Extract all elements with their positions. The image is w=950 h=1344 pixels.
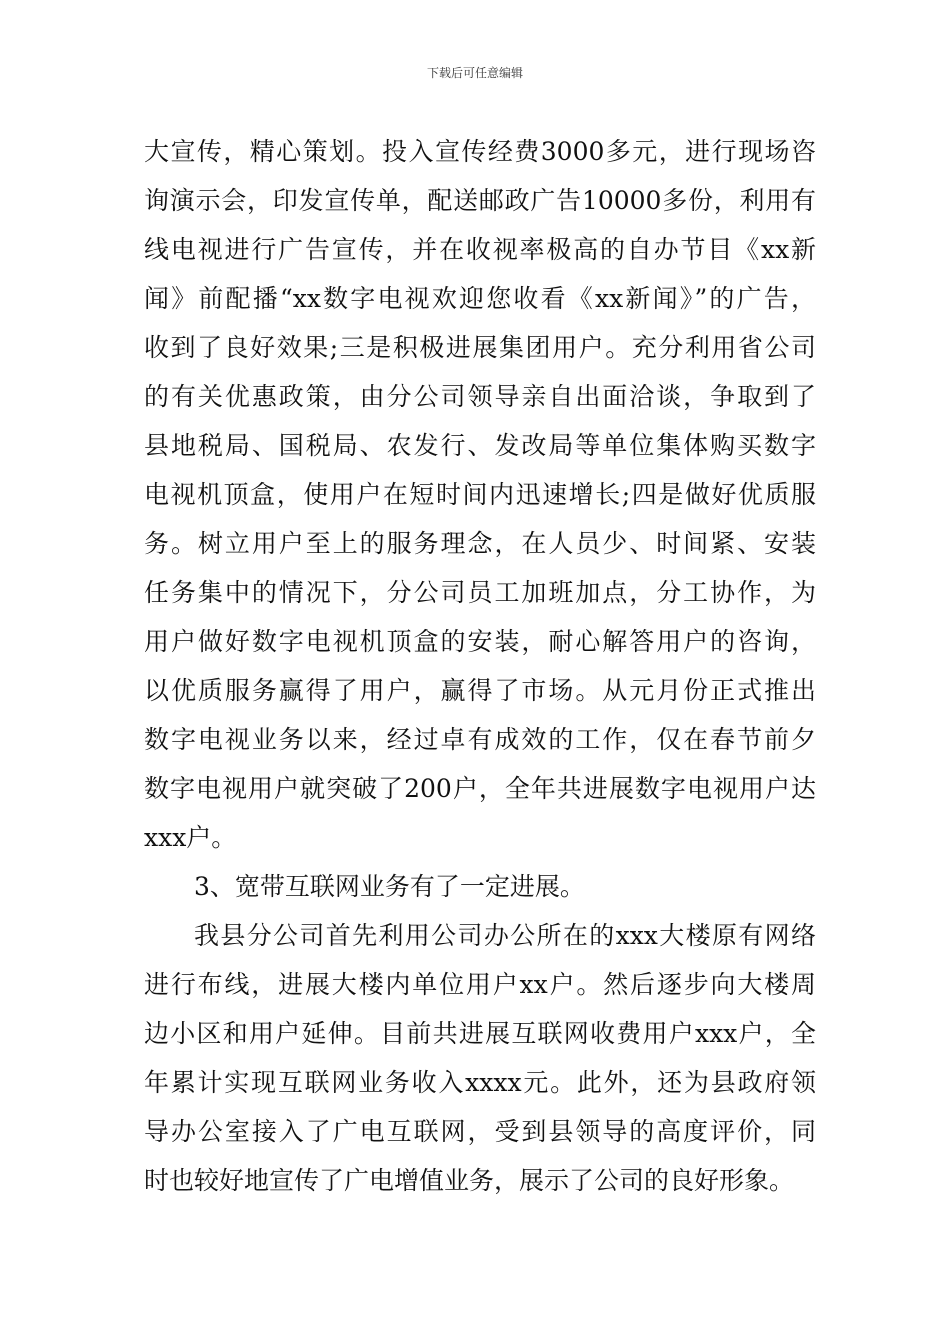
text-line: 询演示会，印发宣传单，配送邮政广告10000多份，利用有: [144, 186, 816, 215]
text-line: 的有关优惠政策，由分公司领导亲自出面洽谈，争取到了: [144, 382, 816, 411]
text-line: 进行布线，进展大楼内单位用户xx户。然后逐步向大楼周: [144, 970, 816, 999]
text-line: 县地税局、国税局、农发行、发改局等单位集体购买数字: [144, 431, 816, 460]
text-line: 电视机顶盒，使用户在短时间内迅速增长;四是做好优质服: [144, 480, 816, 509]
text-line: 年累计实现互联网业务收入xxxx元。此外，还为县政府领: [144, 1068, 816, 1097]
text-line: 导办公室接入了广电互联网，受到县领导的高度评价，同: [144, 1117, 816, 1146]
text-line: 大宣传，精心策划。投入宣传经费3000多元，进行现场咨: [144, 137, 816, 166]
page-header: 下载后可任意编辑: [426, 66, 523, 80]
text-line: 我县分公司首先利用公司办公所在的xxx大楼原有网络: [194, 921, 816, 950]
text-line: 收到了良好效果;三是积极进展集团用户。充分利用省公司: [144, 333, 816, 362]
text-line: 时也较好地宣传了广电增值业务，展示了公司的良好形象。: [144, 1166, 795, 1195]
text-line: xxx户。: [144, 823, 237, 852]
text-line: 线电视进行广告宣传，并在收视率极高的自办节目《xx新: [144, 235, 816, 264]
text-line: 务。树立用户至上的服务理念，在人员少、时间紧、安装: [144, 529, 816, 558]
text-line: 边小区和用户延伸。目前共进展互联网收费用户xxx户，全: [144, 1019, 816, 1048]
document-body: [144, 127, 816, 1205]
text-line: 任务集中的情况下，分公司员工加班加点，分工协作，为: [144, 578, 816, 607]
text-line: 用户做好数字电视机顶盒的安装，耐心解答用户的咨询，: [144, 627, 816, 656]
text-line: 数字电视用户就突破了200户，全年共进展数字电视用户达: [144, 774, 816, 803]
section-heading: 3、宽带互联网业务有了一定进展。: [194, 872, 585, 901]
text-line: 以优质服务赢得了用户，赢得了市场。从元月份正式推出: [144, 676, 816, 705]
text-line: 数字电视业务以来，经过卓有成效的工作，仅在春节前夕: [144, 725, 816, 754]
text-line: 闻》前配播“xx数字电视欢迎您收看《xx新闻》”的广告，: [144, 284, 816, 313]
